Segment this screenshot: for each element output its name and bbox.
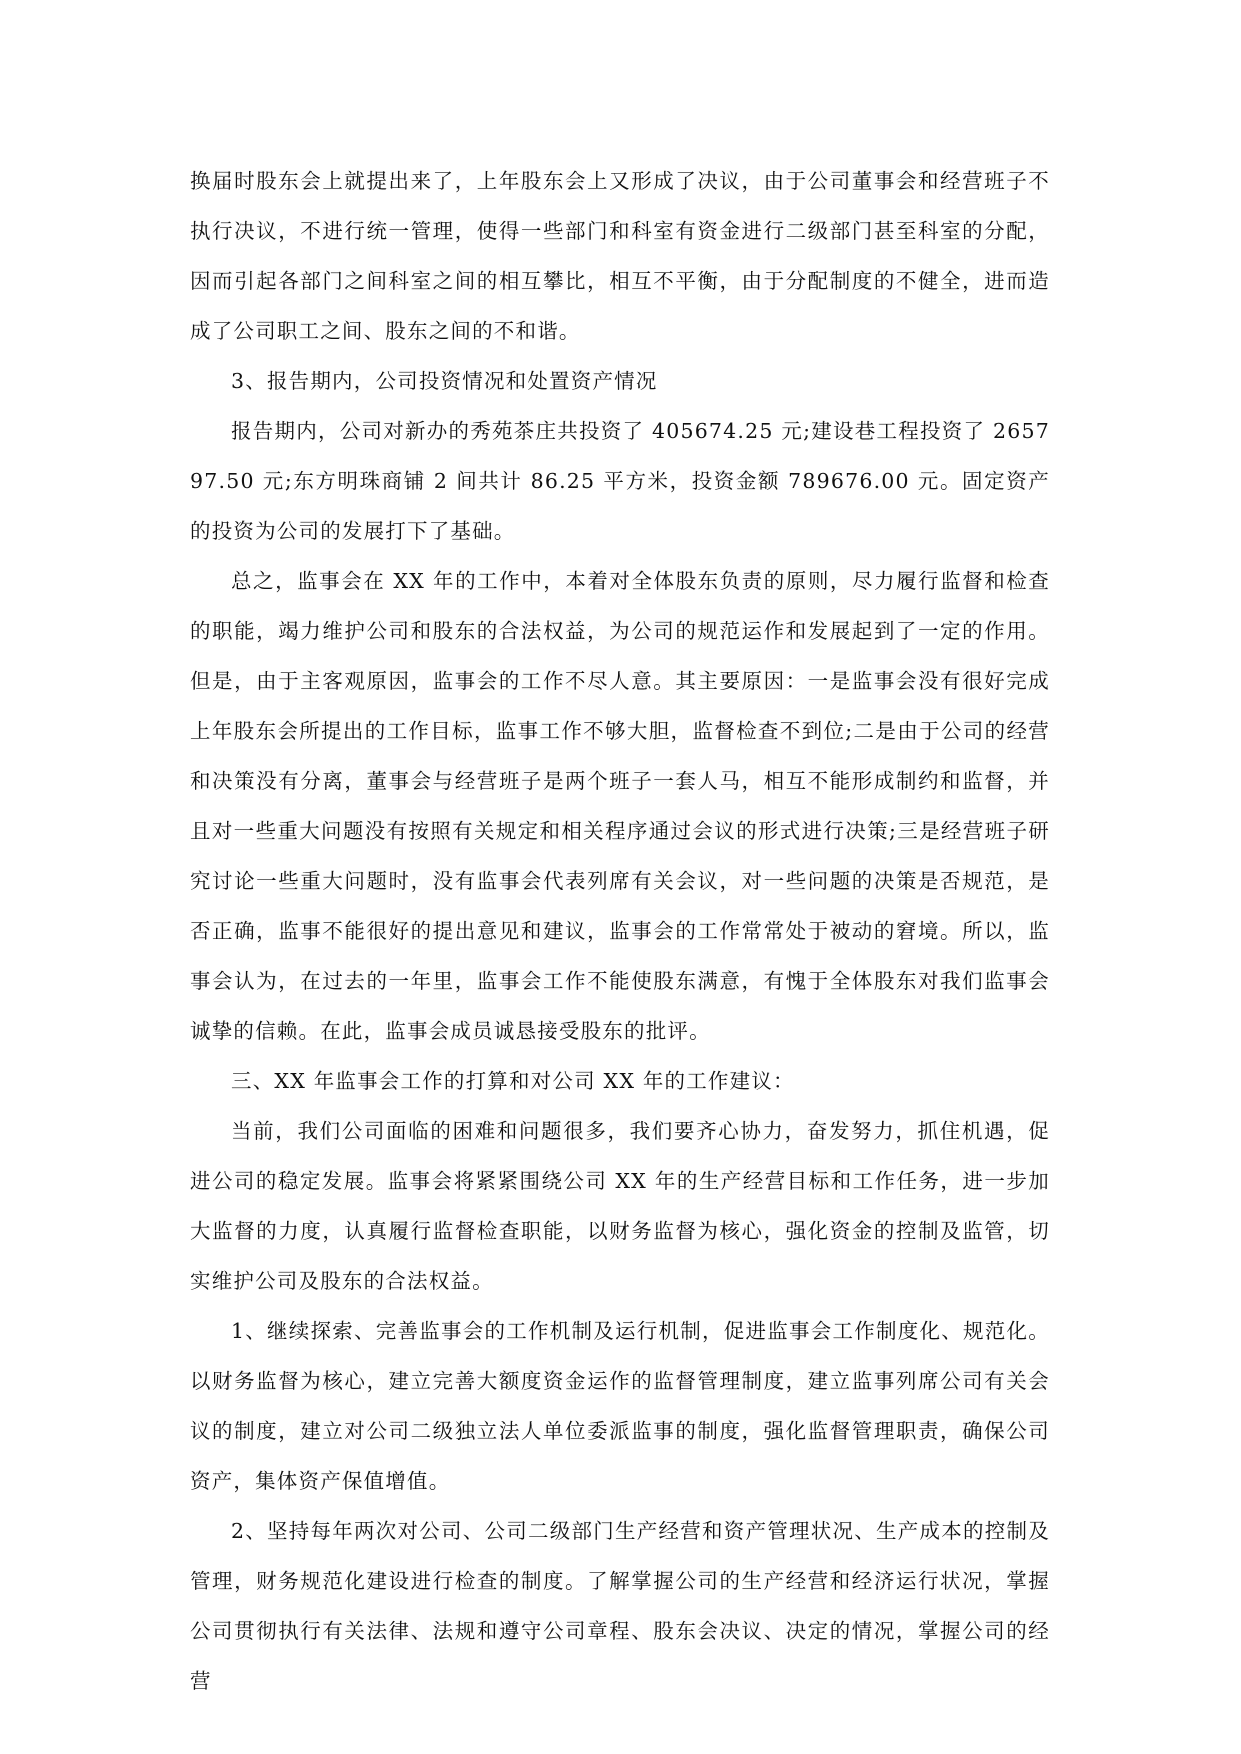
paragraph-summary: 总之，监事会在 XX 年的工作中，本着对全体股东负责的原则，尽力履行监督和检查的职能，竭力维护公司和股东的合法权益，为公司的规范运作和发展起到了一定的作用。但是，由于主客观原因，监事会的工作不尽人意。其主要原因：一是监事会没有很好完成上年股东会所提出的工作目标，监事工作不够大胆，监督检查不到位;二是由于公司的经营和决策没有分离，董事会与经营班子是两个班子一套人马，相互不能形成制约和监督，并且对一些重大问题没有按照有关规定和相关程序通过会议的形式进行决策;三是经营班子研究讨论一些重大问题时，没有监事会代表列席有关会议，对一些问题的决策是否规范，是否正确，监事不能很好的提出意见和建议，监事会的工作常常处于被动的窘境。所以，监事会认为，在过去的一年里，监事会工作不能使股东满意，有愧于全体股东对我们监事会诚挚的信赖。在此，监事会成员诚恳接受股东的批评。 [190,569,1050,1043]
section-heading-plan: 三、XX 年监事会工作的打算和对公司 XX 年的工作建议： [231,1069,795,1093]
paragraph-item-2: 2、坚持每年两次对公司、公司二级部门生产经营和资产管理状况、生产成本的控制及管理，财务规范化建设进行检查的制度。了解掌握公司的生产经营和经济运行状况，掌握公司贯彻执行有关法律、法规和遵守公司章程、股东会决议、决定的情况，掌握公司的经营 [190,1519,1050,1693]
paragraph-plan: 当前，我们公司面临的困难和问题很多，我们要齐心协力，奋发努力，抓住机遇，促进公司的稳定发展。监事会将紧紧围绕公司 XX 年的生产经营目标和工作任务，进一步加大监督的力度，认真履行监督检查职能，以财务监督为核心，强化资金的控制及监管，切实维护公司及股东的合法权益。 [190,1119,1050,1293]
paragraph-continuation: 换届时股东会上就提出来了，上年股东会上又形成了决议，由于公司董事会和经营班子不执行决议，不进行统一管理，使得一些部门和科室有资金进行二级部门甚至科室的分配，因而引起各部门之间科室之间的相互攀比，相互不平衡，由于分配制度的不健全，进而造成了公司职工之间、股东之间的不和谐。 [190,169,1050,343]
document-page [190,156,1050,1706]
paragraph-item-1: 1、继续探索、完善监事会的工作机制及运行机制，促进监事会工作制度化、规范化。以财务监督为核心，建立完善大额度资金运作的监督管理制度，建立监事列席公司有关会议的制度，建立对公司二级独立法人单位委派监事的制度，强化监督管理职责，确保公司资产，集体资产保值增值。 [190,1319,1050,1493]
paragraph-investment: 报告期内，公司对新办的秀苑茶庄共投资了 405674.25 元;建设巷工程投资了 265797.50 元;东方明珠商铺 2 间共计 86.25 平方米，投资金额 789676.00 元。固定资产的投资为公司的发展打下了基础。 [190,419,1050,543]
section-heading-investment: 3、报告期内，公司投资情况和处置资产情况 [231,369,658,393]
